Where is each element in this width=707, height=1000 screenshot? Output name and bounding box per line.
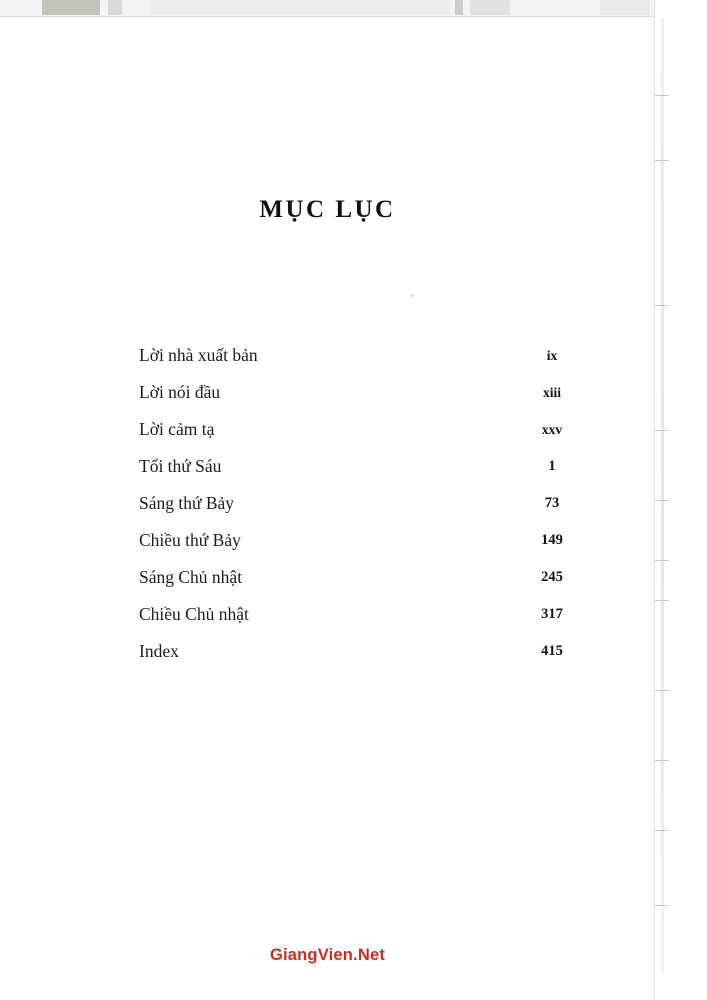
page-title: MỤC LỤC	[259, 196, 396, 223]
toc-entry[interactable]	[139, 522, 587, 559]
scan-tick	[655, 560, 669, 561]
toc-entry-page: xxv	[541, 422, 563, 437]
toc-entry-label: Sáng Chủ nhật	[139, 567, 243, 587]
toc-entry-page: 415	[541, 643, 563, 659]
scan-tick	[655, 760, 669, 761]
toc-entry-label: Lời cảm tạ	[139, 419, 215, 439]
scan-tick	[655, 600, 669, 601]
toc-entry-label: Tối thứ Sáu	[139, 456, 222, 476]
toc-entry-page: xiii	[542, 385, 561, 400]
toc-entry-page: 1	[548, 458, 556, 474]
scan-tick	[655, 500, 669, 501]
toc-entry-page: ix	[546, 348, 558, 363]
table-of-contents	[139, 337, 587, 670]
scan-tick	[655, 95, 669, 96]
toc-entry[interactable]	[139, 448, 587, 485]
toc-entry[interactable]	[139, 374, 587, 411]
toc-entry-page: 149	[541, 532, 563, 548]
toc-entry[interactable]	[139, 337, 587, 374]
toc-entry-label: Lời nói đầu	[139, 382, 221, 402]
toc-entry-label: Chiều Chủ nhật	[139, 604, 249, 624]
toc-entry[interactable]	[139, 559, 587, 596]
toc-entry[interactable]	[139, 411, 587, 448]
scan-tick	[655, 160, 669, 161]
scan-tick	[655, 690, 669, 691]
toc-entry[interactable]	[139, 633, 587, 670]
toc-entry-page: 73	[544, 495, 560, 511]
scan-tick	[655, 905, 669, 906]
scan-speck	[411, 294, 414, 297]
scan-tick	[655, 830, 669, 831]
scan-tick	[655, 430, 669, 431]
toc-entry-label: Index	[139, 641, 179, 661]
toc-entry-label: Chiều thứ Bảy	[139, 530, 241, 550]
toc-entry-page: 245	[541, 569, 563, 585]
toc-entry-label: Sáng thứ Bảy	[139, 493, 235, 513]
site-watermark: GiangVien.Net	[269, 946, 386, 964]
toc-entry[interactable]	[139, 596, 587, 633]
toc-entry[interactable]	[139, 485, 587, 522]
scan-tick	[655, 305, 669, 306]
scan-right-gutter	[654, 0, 707, 1000]
toc-entry-label: Lời nhà xuất bản	[139, 345, 258, 365]
toc-entry-page: 317	[541, 606, 563, 622]
